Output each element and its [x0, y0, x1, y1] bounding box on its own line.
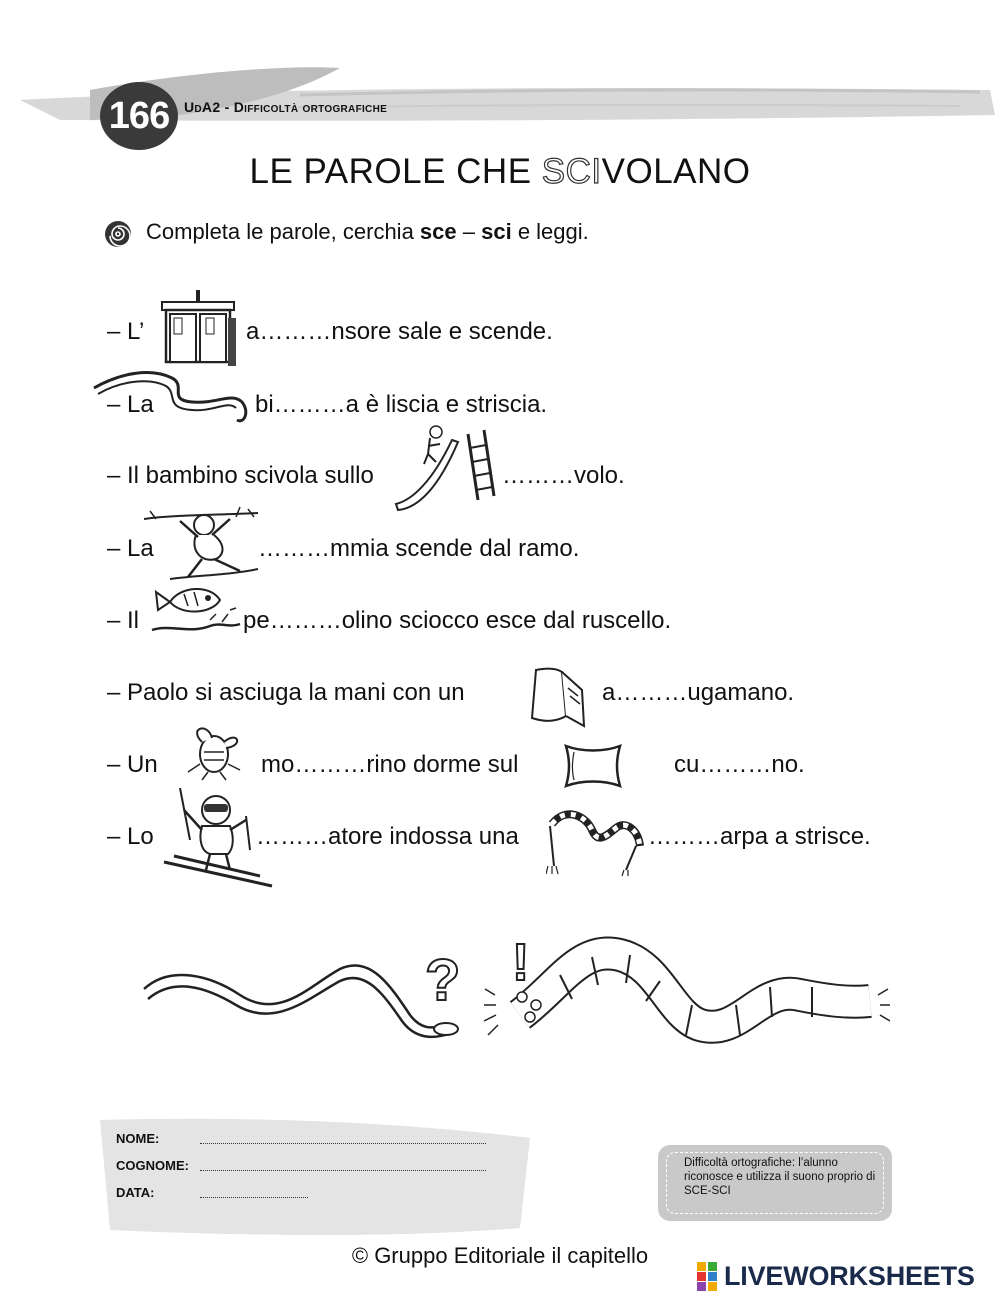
title-after: VOLANO: [601, 152, 751, 191]
exercise-1-text: a………nsore sale e scende.: [246, 318, 553, 345]
scarf-icon: [546, 806, 650, 876]
exercise-7-before: – Un: [107, 751, 158, 778]
page-title: [0, 152, 1000, 192]
exercise-8-before: – Lo: [107, 823, 154, 850]
exercise-5-before: – Il: [107, 607, 140, 634]
name-field[interactable]: [200, 1143, 486, 1144]
instruction-bold-sce: sce: [419, 219, 457, 244]
liveworksheets-logo-icon: [697, 1262, 719, 1292]
instruction-bold-sci: sci: [481, 219, 512, 244]
surname-label: COGNOME:: [116, 1158, 189, 1173]
exercise-1-before: – L’: [107, 318, 145, 345]
exercise-6-text: a………ugamano.: [602, 679, 795, 706]
copyright: © Gruppo Editoriale il capitello: [351, 1243, 649, 1268]
name-label: NOME:: [116, 1131, 160, 1146]
exercise-7-text-2: cu………no.: [674, 751, 805, 778]
exercise-2-text: bi………a è liscia e striscia.: [255, 391, 548, 418]
towel-icon: [526, 666, 588, 732]
date-field[interactable]: [200, 1197, 308, 1198]
snake-and-scarf-illustration: [140, 925, 890, 1065]
exercise-8-text-2: ………arpa a strisce.: [648, 823, 871, 850]
page-number-badge: 166: [100, 82, 178, 150]
surname-field[interactable]: [200, 1170, 486, 1171]
instruction-text-1: Completa le parole, cerchia: [146, 219, 420, 244]
slide-icon: [392, 420, 500, 512]
exercise-8-text-1: ………atore indossa una: [256, 823, 519, 850]
title-outline: SCI: [541, 152, 602, 191]
spiral-icon: [103, 219, 133, 249]
snake-icon: [92, 364, 252, 428]
instruction-text-3: e leggi.: [511, 219, 589, 244]
instruction-text-2: –: [456, 219, 482, 244]
exercise-7-text-1: mo………rino dorme sul: [261, 751, 519, 778]
fly-icon: [178, 724, 248, 782]
footer-brush: [100, 1118, 530, 1238]
svg-text:?: ?: [425, 948, 461, 1013]
title-before: LE PAROLE CHE: [249, 152, 542, 191]
instruction: [146, 219, 589, 245]
monkey-icon: [140, 505, 262, 583]
exercise-2-before: – La: [107, 391, 154, 418]
liveworksheets-brand[interactable]: LIVEWORKSHEETS: [724, 1261, 975, 1291]
note-text: Difficoltà ortografiche: l’alunno riconosce e utilizza il suono proprio di SCE-SCI: [684, 1157, 876, 1197]
exercise-6-before: – Paolo si asciuga la mani con un: [107, 679, 465, 706]
exercise-4-text: ………mmia scende dal ramo.: [258, 535, 580, 562]
svg-text:!: !: [512, 934, 530, 992]
fish-icon: [150, 580, 242, 640]
pillow-icon: [560, 742, 626, 790]
date-label: DATA:: [116, 1185, 155, 1200]
unit-label: UdA2 - Difficoltà ortografiche: [184, 99, 388, 115]
exercise-3-before: – Il bambino scivola sullo: [107, 462, 374, 489]
exercise-5-text: pe………olino sciocco esce dal ruscello.: [243, 607, 672, 634]
elevator-icon: [158, 290, 238, 370]
exercise-3-text: ………volo.: [502, 462, 625, 489]
exercise-4-before: – La: [107, 535, 154, 562]
